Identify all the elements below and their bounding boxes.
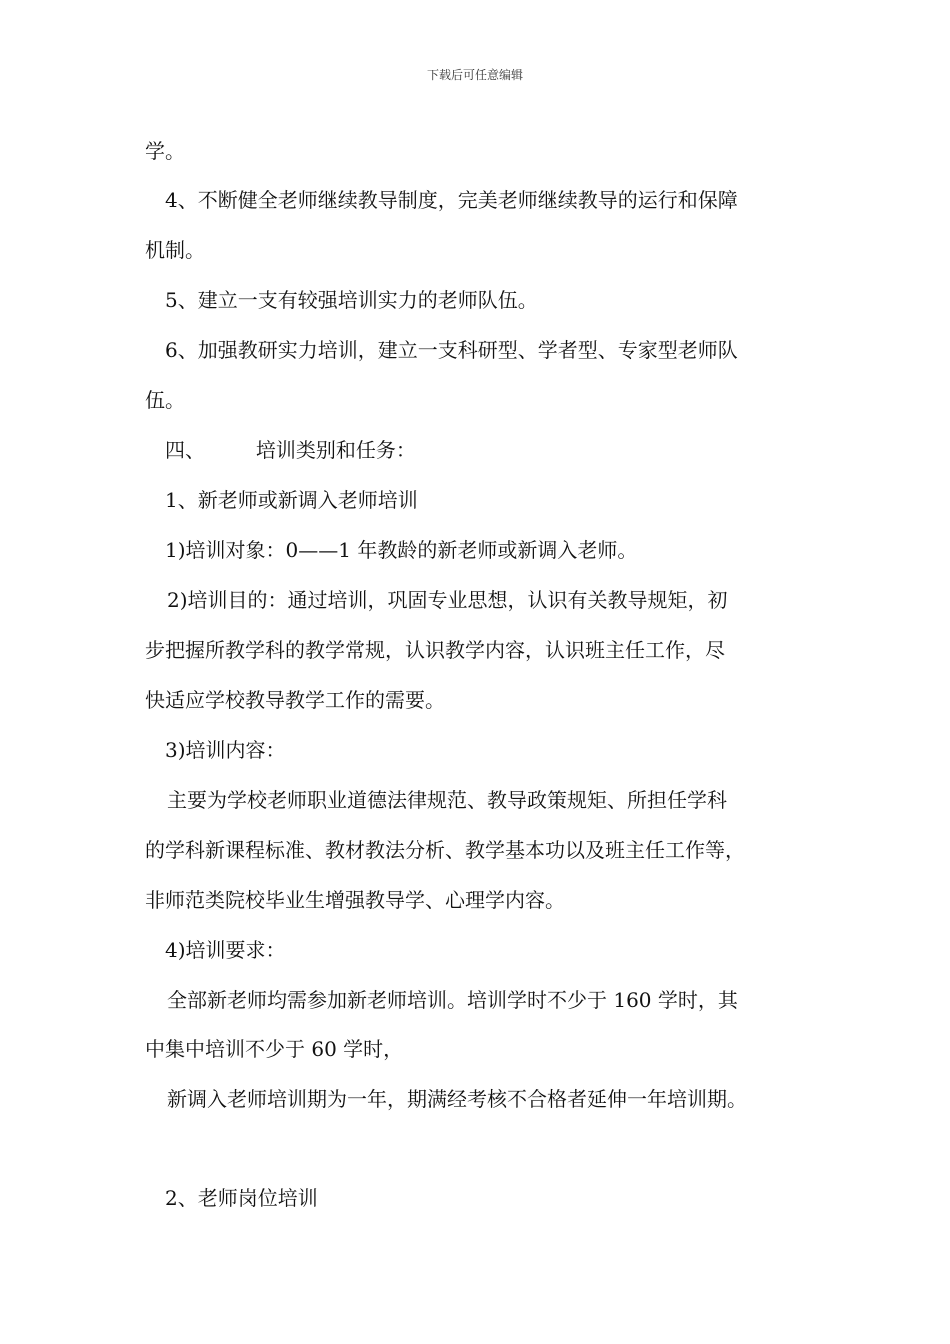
page-header: 下载后可任意编辑 xyxy=(426,68,523,82)
text-line: 学。 xyxy=(145,139,185,163)
text-line: 1)培训对象：0——1 年教龄的新老师或新调入老师。 xyxy=(165,538,638,562)
text-line: 机制。 xyxy=(145,238,205,262)
text-line: 新调入老师培训期为一年，期满经考核不合格者延伸一年培训期。 xyxy=(167,1087,747,1111)
text-line: 4)培训要求： xyxy=(165,938,286,962)
text-line: 2)培训目的：通过培训，巩固专业思想，认识有关教导规矩，初 xyxy=(167,588,728,612)
text-line: 非师范类院校毕业生增强教导学、心理学内容。 xyxy=(145,888,565,912)
section-heading: 四、 培训类别和任务： xyxy=(165,438,416,462)
text-line: 伍。 xyxy=(145,388,185,412)
text-line: 步把握所教学科的教学常规，认识教学内容，认识班主任工作，尽 xyxy=(145,638,725,662)
text-line: 5、建立一支有较强培训实力的老师队伍。 xyxy=(165,288,538,312)
text-line: 4、不断健全老师继续教导制度，完美老师继续教导的运行和保障 xyxy=(165,188,738,212)
text-line: 中集中培训不少于 60 学时， xyxy=(145,1037,404,1061)
subsection-heading: 2、老师岗位培训 xyxy=(165,1186,318,1210)
text-line: 6、加强教研实力培训，建立一支科研型、学者型、专家型老师队 xyxy=(165,338,738,362)
text-line: 快适应学校教导教学工作的需要。 xyxy=(145,688,445,712)
text-line: 全部新老师均需参加新老师培训。培训学时不少于 160 学时，其 xyxy=(167,988,738,1012)
subsection-heading: 1、新老师或新调入老师培训 xyxy=(165,488,418,512)
text-line: 主要为学校老师职业道德法律规范、教导政策规矩、所担任学科 xyxy=(167,788,727,812)
text-line: 的学科新课程标准、教材教法分析、教学基本功以及班主任工作等， xyxy=(145,838,745,862)
text-line: 3)培训内容： xyxy=(165,738,286,762)
